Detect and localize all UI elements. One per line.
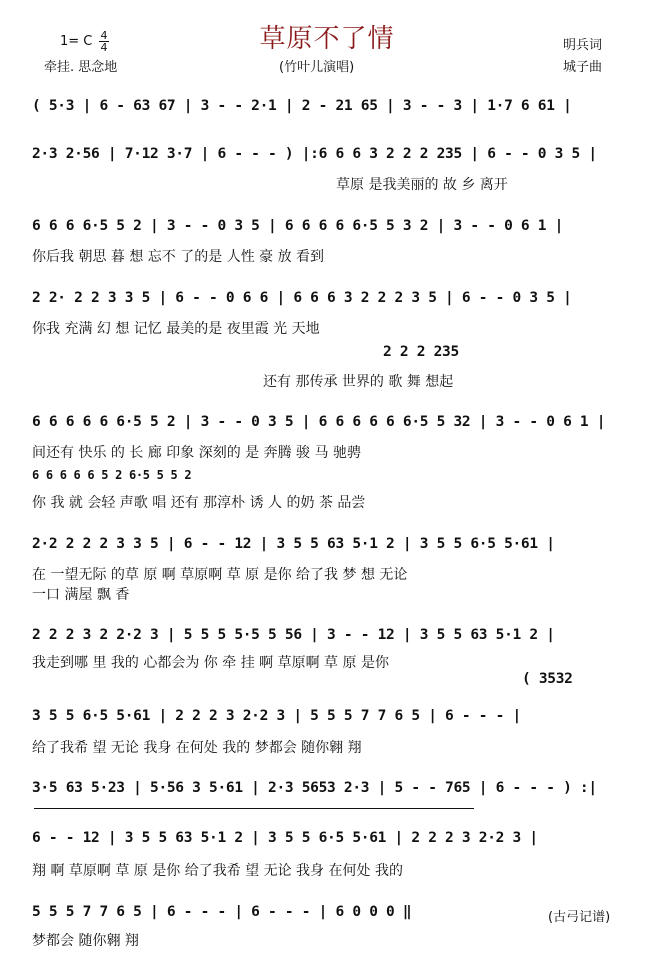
lyric-line-4b: 还有 那传承 世界的 歌 舞 想起 — [263, 374, 454, 390]
lyric-line-6b: 一口 满屋 飘 香 — [32, 587, 130, 603]
lyric-line-6: 在 一望无际 的草 原 啊 草原啊 草 原 是你 给了我 梦 想 无论 — [32, 567, 408, 583]
volta-bracket — [34, 808, 474, 809]
performer: (竹叶儿演唱) — [279, 60, 355, 75]
score-line-9: 3·5 63 5·23 | 5·56 3 5·61 | 2·3 5653 2·3 | 5 - - 765 | 6 - - - ) :| — [32, 780, 597, 796]
time-signature-bottom: 4 — [100, 41, 108, 54]
lyric-line-3: 你后我 朝思 暮 想 忘不 了的是 人性 豪 放 看到 — [32, 249, 325, 265]
score-line-8: 3 5 5 6·5 5·61 | 2 2 2 3 2·2 3 | 5 5 5 7 7 6 5 | 6 - - - | — [32, 708, 521, 724]
score-line-4b: 2 2 2 235 — [383, 344, 459, 360]
lyric-line-5b: 你 我 就 会轻 声歌 唱 还有 那淳朴 诱 人 的奶 茶 品尝 — [32, 495, 366, 511]
score-line-3: 6 6 6 6·5 5 2 | 3 - - 0 3 5 | 6 6 6 6 6·5 5 3 2 | 3 - - 0 6 1 | — [32, 218, 564, 234]
key-signature: 1= C — [60, 34, 93, 49]
score-line-7: 2 2 2 3 2 2·2 3 | 5 5 5 5·5 5 56 | 3 - - 12 | 3 5 5 63 5·1 2 | — [32, 627, 555, 643]
lyric-line-5: 间还有 快乐 的 长 廊 印象 深刻的 是 奔腾 骏 马 驰骋 — [32, 445, 361, 461]
score-line-5b: 6 6 6 6 6 5 2 6·5 5 5 2 — [32, 468, 192, 482]
time-signature — [99, 30, 109, 53]
score-line-2: 2·3 2·56 | 7·12 3·7 | 6 - - - ) |:6 6 6 3 2 2 2 235 | 6 - - 0 3 5 | — [32, 146, 597, 162]
lyric-line-7: 我走到哪 里 我的 心都会为 你 牵 挂 啊 草原啊 草 原 是你 — [32, 655, 389, 671]
lyric-line-2: 草原 是我美丽的 故 乡 离开 — [336, 177, 508, 193]
score-line-4: 2 2· 2 2 3 3 5 | 6 - - 0 6 6 | 6 6 6 3 2 2 2 3 5 | 6 - - 0 3 5 | — [32, 290, 572, 306]
score-line-10: 6 - - 12 | 3 5 5 63 5·1 2 | 3 5 5 6·5 5·61 | 2 2 2 3 2·2 3 | — [32, 830, 538, 846]
score-line-6: 2·2 2 2 2 3 3 5 | 6 - - 12 | 3 5 5 63 5·1 2 | 3 5 5 6·5 5·61 | — [32, 536, 555, 552]
score-line-1: ( 5·3 | 6 - 63 67 | 3 - - 2·1 | 2 - 21 65 | 3 - - 3 | 1·7 6 61 | — [32, 98, 572, 114]
lyricist: 明兵词 — [563, 38, 603, 53]
song-title: 草原不了情 — [259, 24, 395, 54]
score-line-11: 5 5 5 7 7 6 5 | 6 - - - | 6 - - - | 6 0 0 0 ‖ — [32, 904, 412, 920]
lyric-line-10: 翔 啊 草原啊 草 原 是你 给了我希 望 无论 我身 在何处 我的 — [32, 863, 403, 879]
composer: 城子曲 — [563, 60, 603, 75]
lyric-line-11: 梦都会 随你翱 翔 — [32, 933, 139, 949]
score-line-8-intro: ( 3532 — [522, 671, 573, 687]
lyric-line-4: 你我 充满 幻 想 记忆 最美的是 夜里霞 光 天地 — [32, 321, 320, 337]
score-line-5: 6 6 6 6 6 6·5 5 2 | 3 - - 0 3 5 | 6 6 6 6 6 6·5 5 32 | 3 - - 0 6 1 | — [32, 414, 606, 430]
transcriber-credit: (古弓记谱) — [548, 910, 611, 925]
singer-tags: 牵挂. 思念地 — [44, 60, 118, 75]
lyric-line-8: 给了我希 望 无论 我身 在何处 我的 梦都会 随你翱 翔 — [32, 740, 362, 756]
time-signature-top: 4 — [100, 29, 108, 42]
